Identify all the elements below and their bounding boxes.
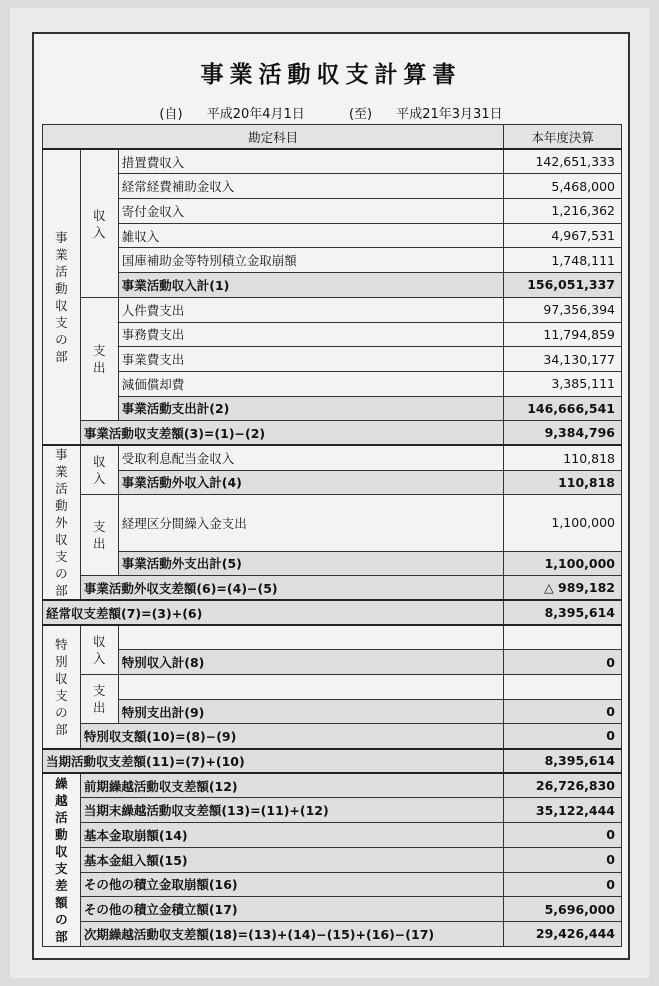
row-label: 事業活動外収支差額(6)=(4)−(5) xyxy=(80,576,503,601)
row-label: 雑収入 xyxy=(118,223,503,248)
row-value: 110,818 xyxy=(504,470,622,495)
row-value: 97,356,394 xyxy=(504,297,622,322)
row-label xyxy=(118,625,503,650)
section-operating: 事業活動収支の部 xyxy=(43,149,81,445)
table-row xyxy=(43,798,622,823)
row-value: 5,696,000 xyxy=(504,897,622,922)
row-label: 措置費収入 xyxy=(118,149,503,174)
row-value xyxy=(504,675,622,700)
table-row-total xyxy=(43,396,622,421)
row-value: 1,100,000 xyxy=(504,551,622,576)
group-operating-income: 収入 xyxy=(80,149,118,297)
row-value: 3,385,111 xyxy=(504,371,622,396)
group-operating-expense: 支出 xyxy=(80,297,118,420)
row-value: 35,122,444 xyxy=(504,798,622,823)
table-row-total xyxy=(43,470,622,495)
row-label: 経理区分間繰入金支出 xyxy=(118,495,503,551)
row-value: 0 xyxy=(504,699,622,724)
table-row xyxy=(43,625,622,650)
table-row-total xyxy=(43,699,622,724)
row-value: 1,216,362 xyxy=(504,199,622,224)
header-amount: 本年度決算 xyxy=(504,125,622,150)
table-row xyxy=(43,322,622,347)
row-label: その他の積立金取崩額(16) xyxy=(80,872,503,897)
row-label: 次期繰越活動収支差額(18)=(13)+(14)−(15)+(16)−(17) xyxy=(80,921,503,946)
period-from-label: (自) xyxy=(159,107,183,122)
table-row xyxy=(43,223,622,248)
table-row xyxy=(43,248,622,273)
table-row-total xyxy=(43,421,622,446)
table-row xyxy=(43,675,622,700)
row-value: 9,384,796 xyxy=(504,421,622,446)
table-header-row xyxy=(43,125,622,150)
paper-sheet xyxy=(10,8,649,978)
row-value: 0 xyxy=(504,823,622,848)
row-label: 事業費支出 xyxy=(118,347,503,372)
table-row-total xyxy=(43,749,622,774)
table-row-total xyxy=(43,273,622,298)
row-label: 特別収支額(10)=(8)−(9) xyxy=(80,724,503,749)
table-row-total xyxy=(43,576,622,601)
row-value: 8,395,614 xyxy=(504,749,622,774)
row-value: 4,967,531 xyxy=(504,223,622,248)
row-label: 事業活動収支差額(3)=(1)−(2) xyxy=(80,421,503,446)
row-label: 基本金組入額(15) xyxy=(80,847,503,872)
row-label: 経常経費補助金収入 xyxy=(118,174,503,199)
row-label: 事業活動外収入計(4) xyxy=(118,470,503,495)
section-special: 特別収支の部 xyxy=(43,625,81,748)
table-row xyxy=(43,823,622,848)
table-row xyxy=(43,174,622,199)
row-value: 110,818 xyxy=(504,445,622,470)
row-label: 寄付金収入 xyxy=(118,199,503,224)
header-account: 勘定科目 xyxy=(43,125,504,150)
group-non-operating-expense: 支出 xyxy=(80,495,118,576)
row-value: 11,794,859 xyxy=(504,322,622,347)
statement-table xyxy=(42,124,622,947)
table-row xyxy=(43,445,622,470)
row-value: 0 xyxy=(504,650,622,675)
row-label: 特別支出計(9) xyxy=(118,699,503,724)
row-label: 前期繰越活動収支差額(12) xyxy=(80,773,503,798)
period-to xyxy=(339,107,513,122)
row-value: 8,395,614 xyxy=(504,600,622,625)
row-label: その他の積立金積立額(17) xyxy=(80,897,503,922)
table-row-total xyxy=(43,551,622,576)
row-value xyxy=(504,625,622,650)
table-row xyxy=(43,371,622,396)
row-label: 人件費支出 xyxy=(118,297,503,322)
group-special-expense: 支出 xyxy=(80,675,118,724)
row-label: 事業活動支出計(2) xyxy=(118,396,503,421)
table-row xyxy=(43,897,622,922)
table-row xyxy=(43,921,622,946)
row-value: 142,651,333 xyxy=(504,149,622,174)
row-label: 基本金取崩額(14) xyxy=(80,823,503,848)
table-row-total xyxy=(43,650,622,675)
row-value: 5,468,000 xyxy=(504,174,622,199)
row-value: 0 xyxy=(504,724,622,749)
table-row xyxy=(43,872,622,897)
row-label: 国庫補助金等特別積立金取崩額 xyxy=(118,248,503,273)
period-line xyxy=(34,103,628,122)
period-to-label: (至) xyxy=(348,107,373,122)
row-value: 1,748,111 xyxy=(504,248,622,273)
period-to-date: 平成21年3月31日 xyxy=(396,107,503,122)
statement-frame xyxy=(32,32,630,960)
row-label: 事業活動外支出計(5) xyxy=(118,551,503,576)
table-row xyxy=(43,149,622,174)
document-title: 事業活動収支計算書 xyxy=(200,62,462,88)
row-value: 26,726,830 xyxy=(504,773,622,798)
table-row xyxy=(43,847,622,872)
row-label xyxy=(118,675,503,700)
row-value: 34,130,177 xyxy=(504,347,622,372)
table-row-total xyxy=(43,600,622,625)
group-non-operating-income: 収入 xyxy=(80,445,118,494)
row-label: 受取利息配当金収入 xyxy=(118,445,503,470)
row-value: 0 xyxy=(504,872,622,897)
row-value: 146,666,541 xyxy=(504,396,622,421)
row-label: 経常収支差額(7)=(3)+(6) xyxy=(43,600,504,625)
row-label: 特別収入計(8) xyxy=(118,650,503,675)
row-value: 1,100,000 xyxy=(504,495,622,551)
table-row-total xyxy=(43,724,622,749)
row-label: 当期活動収支差額(11)=(7)+(10) xyxy=(43,749,504,774)
section-carryover: 繰越活動収支差額の部 xyxy=(43,773,81,946)
row-label: 事業活動収入計(1) xyxy=(118,273,503,298)
table-row xyxy=(43,199,622,224)
group-special-income: 収入 xyxy=(80,625,118,674)
row-value: 29,426,444 xyxy=(504,921,622,946)
row-label: 減価償却費 xyxy=(118,371,503,396)
table-row xyxy=(43,495,622,551)
table-row xyxy=(43,297,622,322)
section-non-operating: 事業活動外収支の部 xyxy=(43,445,81,600)
row-value: 156,051,337 xyxy=(504,273,622,298)
row-label: 事務費支出 xyxy=(118,322,503,347)
period-from xyxy=(149,107,314,122)
row-value: 0 xyxy=(504,847,622,872)
row-label: 当期末繰越活動収支差額(13)=(11)+(12) xyxy=(80,798,503,823)
table-row xyxy=(43,773,622,798)
table-row xyxy=(43,347,622,372)
row-value: △ 989,182 xyxy=(504,576,622,601)
period-from-date: 平成20年4月1日 xyxy=(206,107,305,122)
